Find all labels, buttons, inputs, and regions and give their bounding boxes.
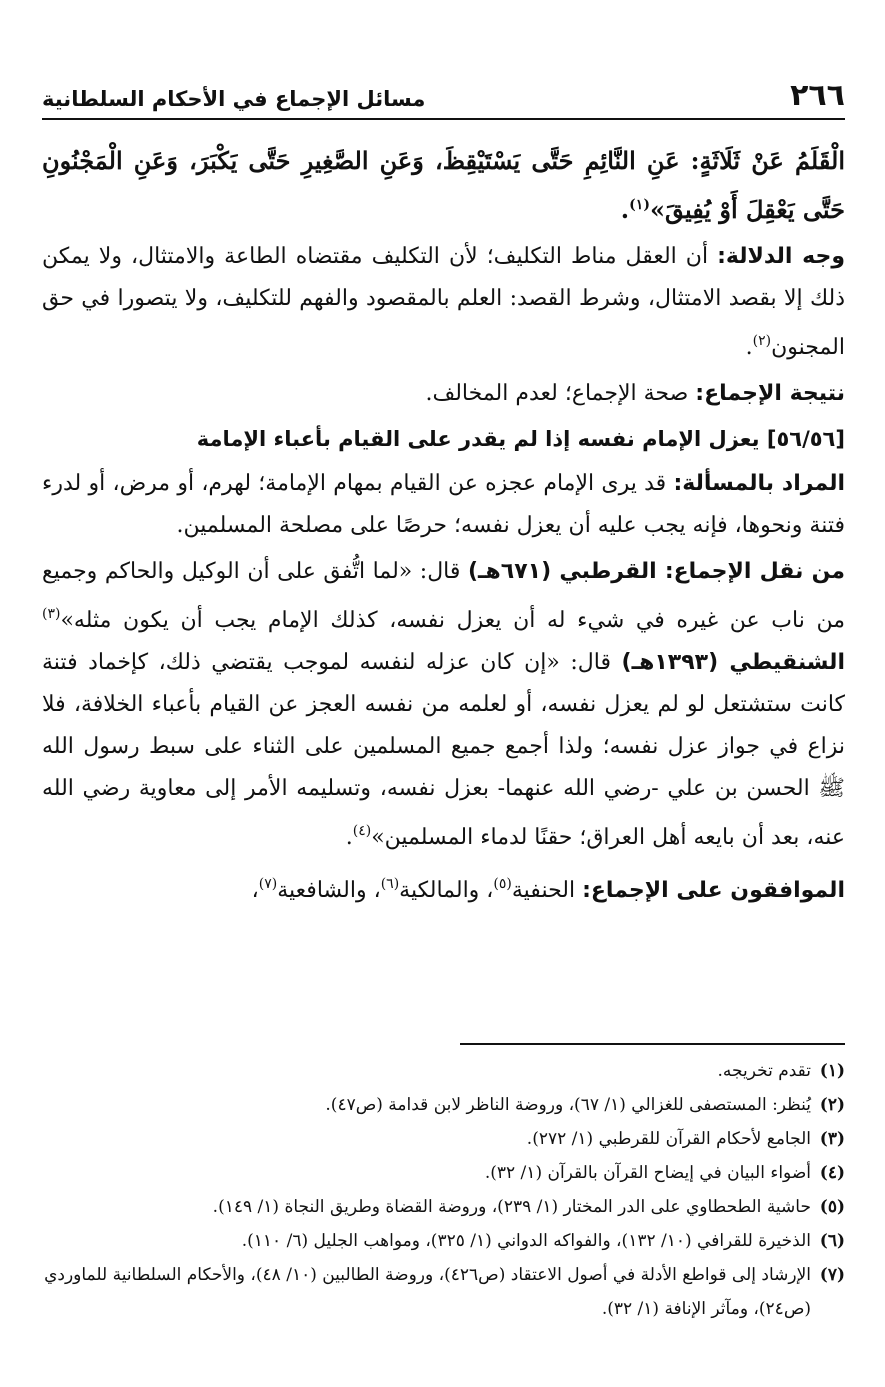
footnote — [42, 1156, 845, 1190]
footnote-text: الجامع لأحكام القرآن للقرطبي (١/ ٢٧٢). — [526, 1129, 811, 1149]
footnote-text: يُنظر: المستصفى للغزالي (١/ ٦٧)، وروضة الناظر لابن قدامة (ص٤٧). — [325, 1095, 811, 1115]
footnote-number: (٣) — [819, 1129, 845, 1149]
footnotes-list — [42, 1054, 845, 1326]
footnote-number: (٦) — [819, 1231, 845, 1251]
hadith-text: الْقَلَمُ عَنْ ثَلَاثَةٍ: عَنِ النَّائِمِ حَتَّى يَسْتَيْقِظَ، وَعَنِ الصَّغِيرِ حَتَّى يَكْبَرَ، وَعَنِ الْمَجْنُونِ حَتَّى يَعْقِلَ أَوْ يُفِيقَ» — [42, 146, 845, 224]
footnote-number: (٢) — [819, 1095, 845, 1115]
footnote-ref: (٣) — [42, 606, 61, 622]
wajh-lead: وجه الدلالة: — [717, 244, 845, 269]
muwafiqun-lead: الموافقون على الإجماع: — [582, 878, 845, 903]
muwafiqun-paragraph — [42, 863, 845, 912]
footnote-ref: (٢) — [752, 333, 772, 349]
footnote-text: أضواء البيان في إيضاح القرآن بالقرآن (١/ ٣٢). — [484, 1163, 811, 1183]
naql-text-1: قال: «لما اتُّفق على أن الوكيل والحاكم وجميع من ناب عن غيره في شيء له أن يعزل نفسه، كذلك الإمام يجب أن يكون مثله» — [42, 559, 845, 633]
wajh-text: أن العقل مناط التكليف؛ لأن التكليف مقتضاه الطاعة والامتثال، ولا يمكن ذلك إلا بقصد الامتثال، وشرط القصد: العلم بالمقصود والفهم للتكليف، ولا يتصورا في حق المجنون — [42, 244, 845, 360]
muwafiqun-text-3: ، والشافعية — [277, 878, 381, 903]
footnote-number: (٤) — [819, 1163, 845, 1183]
page-number: ٢٦٦ — [790, 78, 845, 113]
footnote-ref: (٦) — [380, 876, 400, 892]
naql-text-2: قال: «إن كان عزله لنفسه لموجب يقتضي ذلك، كإخماد فتنة كانت ستشتعل لو لم يعزل نفسه، أو لعلمه من نفسه العجز عن القيام بأعباء الخلافة، فلا نزاع في جواز عزل نفسه؛ ولذا أجمع جميع المسلمين على الثناء على سبط رسول الله ﷺ الحسن بن علي -رضي الله عنهما- بعزل نفسه، وتسليمه الأمر إلى معاوية رضي الله عنه، بعد أن بايعه أهل العراق؛ حقنًا لدماء المسلمين» — [42, 650, 845, 850]
footnote-text: تقدم تخريجه. — [717, 1061, 811, 1081]
naql-lead-2: الشنقيطي (١٣٩٣هـ) — [621, 650, 845, 675]
natija-text: صحة الإجماع؛ لعدم المخالف. — [425, 381, 696, 406]
main-text — [42, 138, 845, 916]
footnote-number: (٧) — [819, 1265, 845, 1285]
wajh-paragraph: وجه الدلالة: أن العقل مناط التكليف؛ لأن التكليف مقتضاه الطاعة والامتثال، ولا يمكن ذلك إلا بقصد الامتثال، وشرط القصد: العلم بالمقصود والفهم للتكليف، ولا يتصورا في حق المجنون$^{(٢)}$. — [42, 244, 845, 360]
murad-paragraph — [42, 463, 845, 547]
muwafiqun-text-1: الحنفية — [511, 878, 583, 903]
footnote — [42, 1258, 845, 1326]
footnote-text: الذخيرة للقرافي (١٠/ ١٣٢)، والفواكه الدواني (١/ ٣٢٥)، ومواهب الجليل (٦/ ١١٠). — [241, 1231, 811, 1251]
footnote-divider — [460, 1043, 845, 1045]
natija-paragraph — [42, 373, 845, 415]
footnote-ref: (١) — [629, 197, 650, 213]
issue-heading: [٥٦/٥٦] يعزل الإمام نفسه إذا لم يقدر على القيام بأعباء الإمامة — [196, 427, 845, 451]
footnote — [42, 1224, 845, 1258]
footnote — [42, 1190, 845, 1224]
footnote — [42, 1122, 845, 1156]
hadith-paragraph: الْقَلَمُ عَنْ ثَلَاثَةٍ: عَنِ النَّائِمِ حَتَّى يَسْتَيْقِظَ، وَعَنِ الصَّغِيرِ حَتَّى يَكْبَرَ، وَعَنِ الْمَجْنُونِ حَتَّى يَعْقِلَ أَوْ يُفِيقَ»$^{(١)}$. — [42, 146, 845, 224]
muwafiqun-text-2: ، والمالكية — [399, 878, 494, 903]
naql-lead: من نقل الإجماع: القرطبي (٦٧١هـ) — [467, 559, 845, 584]
footnote — [42, 1088, 845, 1122]
murad-text: قد يرى الإمام عجزه عن القيام بمهام الإمامة؛ لهرم، أو مرض، أو لدرء فتنة ونحوها، فإنه يجب عليه أن يعزل نفسه؛ حرصًا على مصلحة المسلمين. — [42, 471, 845, 538]
muwafiqun-text-4: ، — [251, 878, 259, 903]
footnote-text: حاشية الطحطاوي على الدر المختار (١/ ٢٣٩)، وروضة القضاة وطريق النجاة (١/ ١٤٩). — [212, 1197, 811, 1217]
footnote-ref: (٤) — [352, 823, 372, 839]
footnote-text: الإرشاد إلى قواطع الأدلة في أصول الاعتقاد (ص٤٢٦)، وروضة الطالبين (١٠/ ٤٨)، والأحكام السلطانية للماوردي (ص٢٤)، ومآثر الإنافة (١/ ٣٢). — [44, 1265, 811, 1319]
footnote — [42, 1054, 845, 1088]
page-header — [42, 78, 845, 120]
footnote-number: (٥) — [819, 1197, 845, 1217]
footnote-ref: (٥) — [493, 876, 512, 892]
footnote-ref: (٧) — [258, 876, 278, 892]
running-title: مسائل الإجماع في الأحكام السلطانية — [42, 87, 426, 111]
murad-lead: المراد بالمسألة: — [673, 471, 846, 496]
footnote-number: (١) — [819, 1061, 845, 1081]
natija-lead: نتيجة الإجماع: — [695, 381, 845, 406]
naql-paragraph: من نقل الإجماع: القرطبي (٦٧١هـ) قال: «لما اتُّفق على أن الوكيل والحاكم وجميع من ناب عن غيره في شيء له أن يعزل نفسه، كذلك الإمام يجب أن يكون مثله»$^{(٣)}$ الشنقيطي (١٣٩٣هـ) قال: «إن كان عزله لنفسه لموجب يقتضي ذلك، كإخماد فتنة كانت ستشتعل لو لم يعزل نفسه، أو لعلمه من نفسه العجز عن القيام بأعباء الخلافة، فلا نزاع في جواز عزل نفسه؛ ولذا أجمع جميع المسلمين على الثناء على سبط رسول الله ﷺ الحسن بن علي -رضي الله عنهما- بعزل نفسه، وتسليمه الأمر إلى معاوية رضي الله عنه، بعد أن بايعه أهل العراق؛ حقنًا لدماء المسلمين»$^{(٤)}$. — [42, 559, 845, 850]
